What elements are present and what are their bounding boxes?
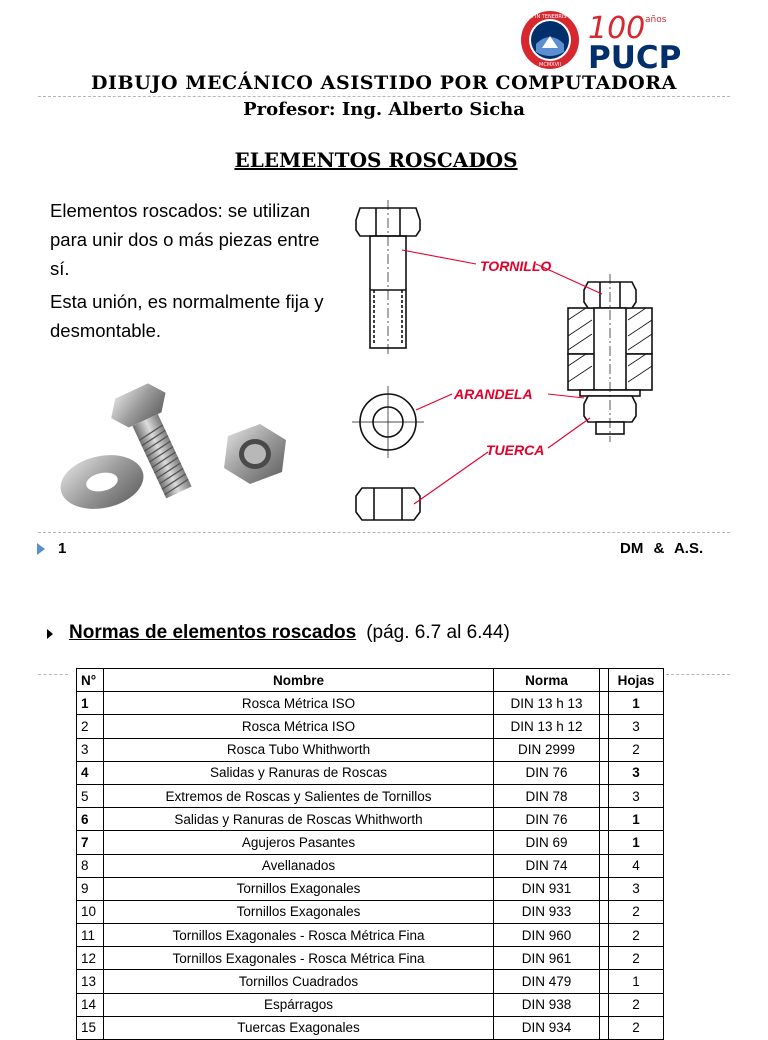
cell-no: 15 (77, 1016, 104, 1039)
cell-nombre: Avellanados (104, 854, 494, 877)
fastener-drawing (340, 190, 660, 530)
slide-number: 1 (58, 540, 67, 557)
cell-norma: DIN 69 (494, 831, 600, 854)
intro-paragraph-2: Esta unión, es normalmente fija y desmontable. (50, 291, 324, 341)
cell-norma: DIN 933 (494, 900, 600, 923)
cell-norma: DIN 479 (494, 970, 600, 993)
cell-nombre: Rosca Métrica ISO (104, 715, 494, 738)
cell-no: 4 (77, 761, 104, 784)
slide2-divider-right (666, 674, 730, 675)
cell-nombre: Extremos de Roscas y Salientes de Tornillos (104, 784, 494, 807)
header-divider (38, 96, 730, 97)
cell-nombre: Tuercas Exagonales (104, 1016, 494, 1039)
header-norma: Norma (494, 669, 600, 692)
cell-hojas: 1 (609, 831, 664, 854)
norms-table-body (77, 692, 664, 1040)
cell-nombre: Tornillos Cuadrados (104, 970, 494, 993)
fastener-photo (50, 356, 310, 524)
table-row (77, 761, 664, 784)
norms-title (69, 622, 510, 644)
cell-norma: DIN 938 (494, 993, 600, 1016)
cell-hojas: 4 (609, 854, 664, 877)
cell-nombre: Tornillos Exagonales - Rosca Métrica Fina (104, 947, 494, 970)
header-nombre: Nombre (104, 669, 494, 692)
bullet-arrow-icon (47, 629, 53, 639)
nut-drawing (356, 488, 420, 520)
table-row (77, 877, 664, 900)
cell-no: 9 (77, 877, 104, 900)
norms-table (76, 668, 664, 1040)
cell-hojas: 3 (609, 784, 664, 807)
cell-norma: DIN 76 (494, 808, 600, 831)
cell-norma: DIN 934 (494, 1016, 600, 1039)
cell-no: 2 (77, 715, 104, 738)
cell-no: 14 (77, 993, 104, 1016)
cell-hojas: 1 (609, 808, 664, 831)
cell-no: 8 (77, 854, 104, 877)
cell-no: 12 (77, 947, 104, 970)
norms-title-text: Normas de elementos roscados (69, 622, 357, 643)
cell-no: 5 (77, 784, 104, 807)
cell-no: 13 (77, 970, 104, 993)
footer-arrow-icon (37, 543, 45, 555)
assembly-section-drawing (568, 274, 652, 442)
cell-hojas: 1 (609, 692, 664, 715)
cell-nombre: Rosca Métrica ISO (104, 692, 494, 715)
intro-paragraph-1: Elementos roscados: se utilizan para unir dos o más piezas entre sí. (50, 200, 320, 279)
nut-photo (224, 424, 286, 484)
cell-no: 3 (77, 738, 104, 761)
cell-nombre: Salidas y Ranuras de Roscas (104, 761, 494, 784)
table-row (77, 970, 664, 993)
table-row (77, 924, 664, 947)
cell-hojas: 2 (609, 1016, 664, 1039)
cell-norma: DIN 960 (494, 924, 600, 947)
cell-hojas: 2 (609, 738, 664, 761)
washer-photo (56, 448, 149, 516)
logo-badge-word: años (645, 15, 667, 25)
table-row (77, 900, 664, 923)
cell-no: 10 (77, 900, 104, 923)
tuerca-label: TUERCA (486, 442, 545, 458)
table-row (77, 808, 664, 831)
cell-no: 7 (77, 831, 104, 854)
table-row (77, 784, 664, 807)
cell-norma: DIN 961 (494, 947, 600, 970)
cell-norma: DIN 931 (494, 877, 600, 900)
logo-ring-text: ET LUX IN TENEBRIS LUCET (516, 14, 584, 20)
table-row (77, 738, 664, 761)
table-row (77, 993, 664, 1016)
tornillo-label: TORNILLO (480, 258, 552, 274)
cell-nombre: Salidas y Ranuras de Roscas Whithworth (104, 808, 494, 831)
cell-norma: DIN 74 (494, 854, 600, 877)
table-row (77, 854, 664, 877)
header-no: N° (77, 669, 104, 692)
table-row (77, 692, 664, 715)
cell-hojas: 3 (609, 877, 664, 900)
cell-hojas: 2 (609, 947, 664, 970)
cell-hojas: 3 (609, 715, 664, 738)
header-hojas: Hojas (609, 669, 664, 692)
arandela-label: ARANDELA (454, 386, 533, 402)
professor-line: Profesor: Ing. Alberto Sicha (243, 99, 525, 120)
cell-nombre: Tornillos Exagonales (104, 900, 494, 923)
table-header-row (77, 669, 664, 692)
cell-norma: DIN 2999 (494, 738, 600, 761)
cell-nombre: Agujeros Pasantes (104, 831, 494, 854)
cell-hojas: 3 (609, 761, 664, 784)
logo-roman-numeral: MCMXVII (539, 62, 561, 68)
cell-no: 11 (77, 924, 104, 947)
table-row (77, 831, 664, 854)
cell-nombre: Tornillos Exagonales - Rosca Métrica Fina (104, 924, 494, 947)
cell-hojas: 2 (609, 900, 664, 923)
logo-brand: PUCP (588, 40, 682, 76)
cell-norma: DIN 78 (494, 784, 600, 807)
cell-no: 1 (77, 692, 104, 715)
footer-initials: DM & A.S. (620, 540, 704, 557)
cell-norma: DIN 13 h 12 (494, 715, 600, 738)
norms-pages: (pág. 6.7 al 6.44) (366, 622, 510, 643)
table-row (77, 715, 664, 738)
cell-hojas: 1 (609, 970, 664, 993)
table-row (77, 947, 664, 970)
cell-no: 6 (77, 808, 104, 831)
pucp-logo (516, 8, 705, 76)
slide1-bottom-divider (38, 532, 730, 533)
cell-hojas: 2 (609, 924, 664, 947)
logo-badge-number: 100 (588, 11, 646, 46)
intro-text (50, 196, 340, 349)
cell-nombre: Tornillos Exagonales (104, 877, 494, 900)
cell-nombre: Espárragos (104, 993, 494, 1016)
slide2-divider-left (38, 674, 68, 675)
table-row (77, 1016, 664, 1039)
cell-nombre: Rosca Tubo Whithworth (104, 738, 494, 761)
slide-heading: ELEMENTOS ROSCADOS (234, 148, 518, 172)
course-title: DIBUJO MECÁNICO ASISTIDO POR COMPUTADORA (90, 72, 677, 94)
cell-norma: DIN 13 h 13 (494, 692, 600, 715)
cell-hojas: 2 (609, 993, 664, 1016)
cell-norma: DIN 76 (494, 761, 600, 784)
